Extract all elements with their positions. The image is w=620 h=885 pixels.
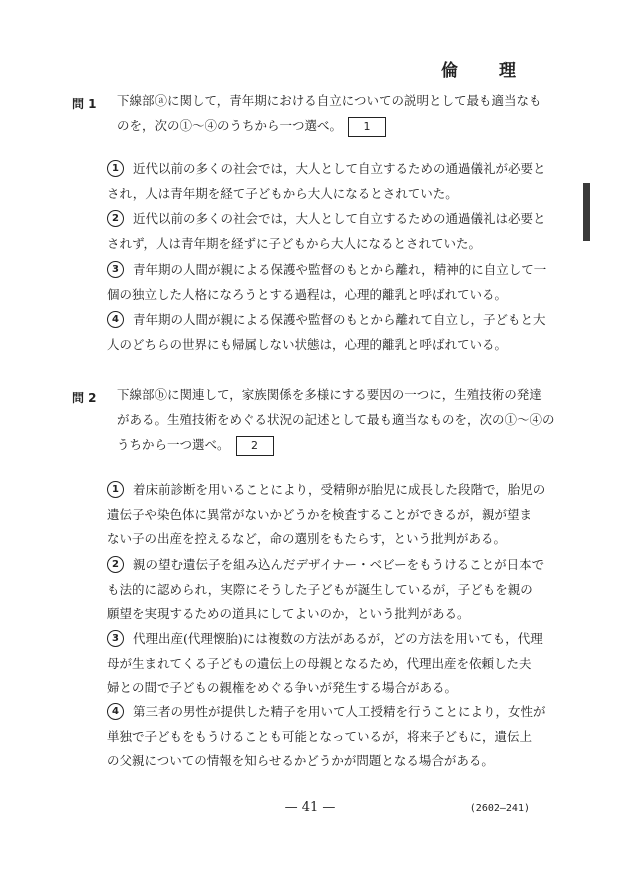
choice-line: 個の独立した人格になろうとする過程は，心理的離乳と呼ばれている。 <box>107 286 508 302</box>
choice-line: も法的に認められ，実際にそうした子どもが誕生しているが，子どもを親の <box>107 581 533 597</box>
q1-choice-2[interactable] <box>107 207 547 256</box>
choice-line: されず，人は青年期を経ずに子どもから大人になるとされていた。 <box>107 235 482 251</box>
choice-line: 母が生まれてくる子どもの遺伝上の母親となるため，代理出産を依頼した夫 <box>107 655 532 671</box>
answer-box-1[interactable]: 1 <box>348 117 386 137</box>
q2-prompt-line: うちから一つ選べ。 <box>117 437 230 452</box>
choice-line: 婦との間で子どもの親権をめぐる争いが発生する場合がある。 <box>107 680 458 695</box>
q2-choice-1[interactable] <box>107 478 547 552</box>
choice-line: 親の望む遺伝子を組み込んだデザイナー・ベビーをもうけることが日本で <box>133 557 545 572</box>
q1-choice-1[interactable] <box>107 157 547 206</box>
side-index-mark <box>583 183 590 241</box>
q1-prompt <box>117 88 542 138</box>
choice-line: ない子の出産を控えるなど，命の選別をもたらす，という批判がある。 <box>107 531 507 546</box>
q2-prompt <box>117 382 555 457</box>
choice-number-2: 2 <box>107 210 124 227</box>
choice-line: 近代以前の多くの社会では，大人として自立するための通過儀礼が必要と <box>133 161 546 176</box>
q1-prompt-line-2 <box>117 113 542 138</box>
choice-line: 願望を実現するための道具にしてよいのか，という批判がある。 <box>107 606 470 621</box>
q2-prompt-line: 下線部ⓑに関連して，家族関係を多様にする要因の一つに，生殖技術の発達 <box>117 387 542 402</box>
choice-line: の父親についての情報を知らせるかどうかが問題となる場合がある。 <box>107 753 494 768</box>
q1-choice-4[interactable] <box>107 308 547 357</box>
choice-line: 代理出産(代理懐胎)には複数の方法があるが，どの方法を用いても，代理 <box>133 631 543 646</box>
choice-number-1: 1 <box>107 160 124 177</box>
choice-line: 近代以前の多くの社会では，大人として自立するための通過儀礼は必要と <box>133 211 546 226</box>
choice-number-3: 3 <box>107 261 124 278</box>
q2-choice-2[interactable] <box>107 553 547 627</box>
choice-line: 遺伝子や染色体に異常がないかどうかを検査することができるが，親が望ま <box>107 506 533 522</box>
q2-choice-3[interactable] <box>107 627 547 701</box>
q1-prompt-line: 下線部ⓐに関して，青年期における自立についての説明として最も適当なも <box>117 93 542 108</box>
q1-label: 問 1 <box>72 97 97 111</box>
choice-number-1: 1 <box>107 481 124 498</box>
answer-box-2[interactable]: 2 <box>236 436 274 456</box>
choice-line: 着床前診断を用いることにより，受精卵が胎児に成長した段階で，胎児の <box>133 482 546 497</box>
q2-label: 問 2 <box>72 391 97 405</box>
subject-title: 倫 理 <box>441 61 528 81</box>
q2-prompt-line-3 <box>117 432 542 457</box>
choice-line: され，人は青年期を経て子どもから大人になるとされていた。 <box>107 185 458 201</box>
exam-code: (2602—241) <box>469 803 530 814</box>
q1-choice-3[interactable] <box>107 258 547 307</box>
choice-line: 単独で子どもをもうけることも可能となっているが，将来子どもに，遺伝上 <box>107 728 533 744</box>
q2-choice-4[interactable] <box>107 700 547 774</box>
choice-line: 第三者の男性が提供した精子を用いて人工授精を行うことにより，女性が <box>133 704 546 719</box>
choice-number-4: 4 <box>107 703 124 720</box>
choice-line: 人のどちらの世界にも帰属しない状態は，心理的離乳と呼ばれている。 <box>107 336 508 352</box>
choice-number-4: 4 <box>107 311 124 328</box>
choice-number-2: 2 <box>107 556 124 573</box>
page-number: — 41 — <box>284 800 336 815</box>
choice-line: 青年期の人間が親による保護や監督のもとから離れて自立し，子どもと大 <box>133 312 546 327</box>
choice-line: 青年期の人間が親による保護や監督のもとから離れ，精神的に自立して一 <box>133 262 547 277</box>
q1-prompt-line: のを，次の①～④のうちから一つ選べ。 <box>117 118 343 133</box>
choice-number-3: 3 <box>107 630 124 647</box>
q2-prompt-line: がある。生殖技術をめぐる状況の記述として最も適当なものを，次の①～④の <box>117 412 555 427</box>
